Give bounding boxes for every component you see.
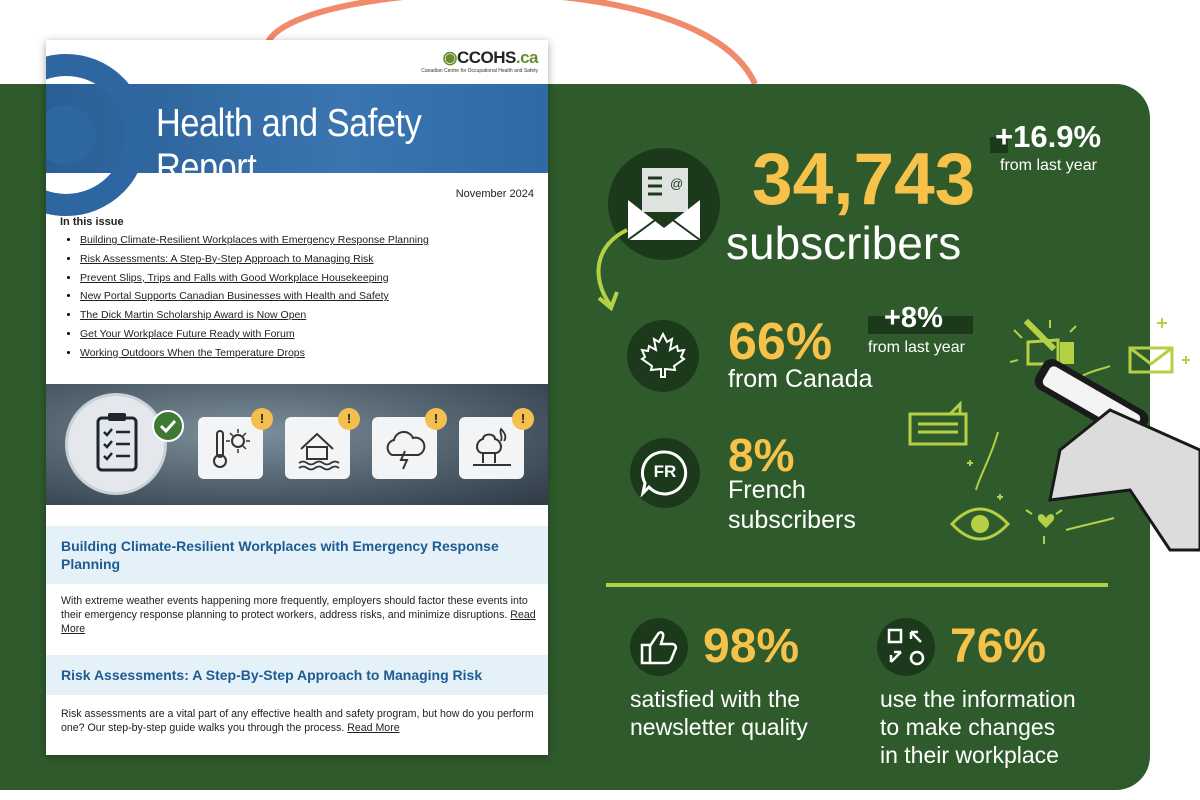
article-title[interactable]: Building Climate-Resilient Workplaces with Emergency Response Planning: [61, 538, 499, 572]
use-label-line2: to make changes: [880, 714, 1056, 740]
toc-item[interactable]: • Working Outdoors When the Temperature Drops: [80, 347, 429, 360]
article-text: With extreme weather events happening more frequently, employers should factor these events into their emergency response planning to protect workers, address risks, and minimize disruptions.: [61, 595, 528, 621]
subscribers-label: subscribers: [726, 217, 962, 269]
use-label-line3: in their workplace: [880, 742, 1059, 768]
subscribers-change: +16.9%: [995, 119, 1102, 154]
newsletter-banner: [46, 84, 548, 189]
subscribers-number: 34,743: [752, 139, 976, 220]
check-badge-icon: [152, 410, 184, 442]
clipboard-icon: [68, 396, 164, 492]
canada-pct: 66%: [728, 313, 833, 371]
warning-badge-icon: !: [251, 408, 273, 430]
satisfied-circle: [630, 618, 688, 676]
satisfied-pct: 98%: [703, 620, 800, 673]
article-header: [46, 526, 548, 584]
subscribers-change-label: from last year: [1000, 157, 1097, 174]
use-pct: 76%: [950, 620, 1047, 673]
toc-item[interactable]: • Building Climate-Resilient Workplaces with Emergency Response Planning: [80, 234, 429, 247]
use-label-line1: use the information: [880, 686, 1076, 712]
canada-label: from Canada: [728, 365, 873, 393]
transform-arrows-icon: [877, 618, 935, 676]
phone-engagement-illustration: [900, 300, 1200, 560]
satisfied-label-line2: newsletter quality: [630, 714, 808, 740]
french-pct: 8%: [728, 429, 795, 481]
article-body: [61, 594, 536, 636]
checklist-circle: [68, 396, 164, 492]
article-title[interactable]: Risk Assessments: A Step-By-Step Approach to Managing Risk: [61, 667, 483, 683]
changes-circle: [877, 618, 935, 676]
read-more-link[interactable]: Read More: [347, 722, 400, 734]
article-body: [61, 707, 536, 735]
toc-item[interactable]: • Get Your Workplace Future Ready with Forum: [80, 328, 429, 341]
french-label-line2: subscribers: [728, 506, 856, 534]
curved-arrow-icon: [585, 226, 645, 316]
fr-label: FR: [653, 462, 677, 481]
toc-item[interactable]: • New Portal Supports Canadian Businesses with Health and Safety: [80, 290, 429, 303]
logo-main-text: CCOHS: [456, 48, 516, 67]
toc-list: [64, 234, 429, 366]
weather-graphic: [46, 384, 548, 505]
newsletter-preview: [46, 40, 548, 755]
stats-divider: [606, 583, 1108, 587]
issue-date: November 2024: [455, 188, 534, 200]
canada-circle: [627, 320, 699, 392]
maple-leaf-icon: [627, 320, 699, 392]
ccohs-logo: [421, 48, 538, 74]
canada-change-label: from last year: [868, 339, 965, 356]
warning-badge-icon: !: [512, 408, 534, 430]
warning-badge-icon: !: [425, 408, 447, 430]
article-header: [46, 655, 548, 695]
warning-badge-icon: !: [338, 408, 360, 430]
logo-subtitle: Canadian Centre for Occupational Health and Safety: [421, 68, 538, 74]
french-circle: [630, 438, 700, 508]
logo-mark-icon: ◉: [442, 48, 457, 67]
toc-item[interactable]: • Risk Assessments: A Step-By-Step Approach to Managing Risk: [80, 253, 429, 266]
toc-item[interactable]: • The Dick Martin Scholarship Award is Now Open: [80, 309, 429, 322]
banner-title: Health and Safety Report: [156, 102, 422, 189]
thumbs-up-icon: [630, 618, 688, 676]
toc-item[interactable]: • Prevent Slips, Trips and Falls with Good Workplace Housekeeping: [80, 272, 429, 285]
french-label-line1: French: [728, 476, 806, 504]
toc-title: In this issue: [60, 216, 124, 228]
article-text: Risk assessments are a vital part of any effective health and safety program, but how do you perform one? Our step-by-step guide walks you through the process.: [61, 708, 534, 734]
satisfied-label-line1: satisfied with the: [630, 686, 801, 712]
logo-ca-text: .ca: [515, 48, 538, 67]
canada-change: +8%: [884, 302, 943, 334]
svg-text:@: @: [670, 176, 684, 191]
read-more-link[interactable]: Read More: [61, 609, 536, 635]
